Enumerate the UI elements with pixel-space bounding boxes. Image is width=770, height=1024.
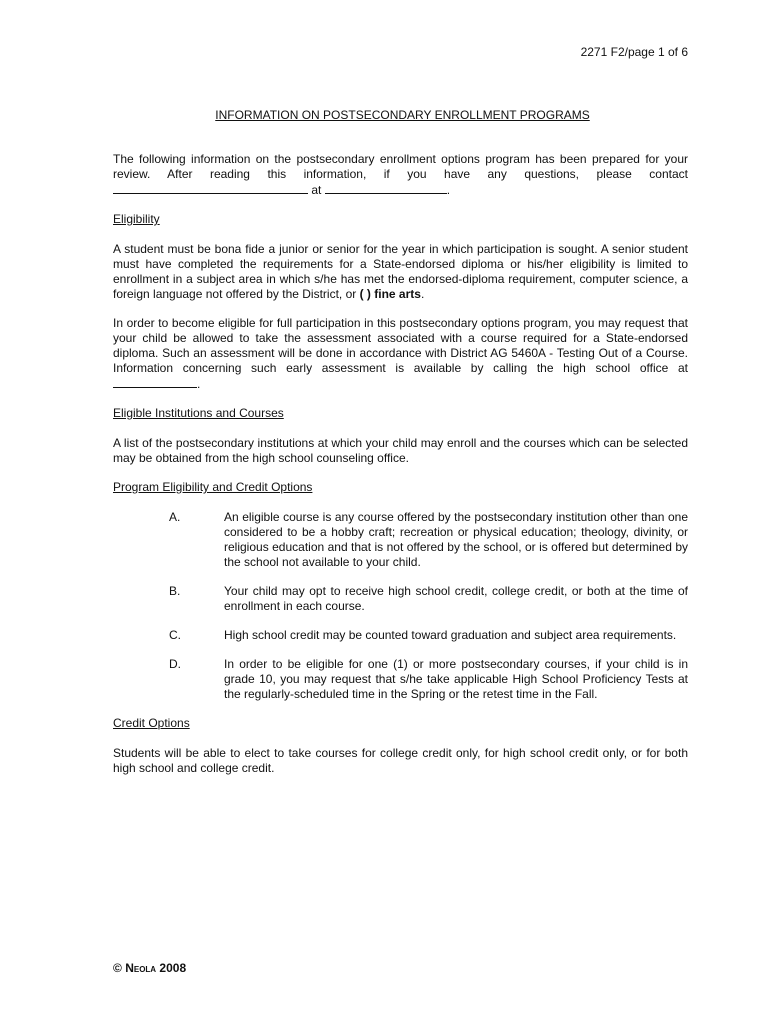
intro-paragraph: The following information on the postsecondary enrollment options program has been prepared for your review. After reading this information, if you have any questions, please contact at . <box>113 152 688 197</box>
list-item <box>113 657 688 702</box>
list-item <box>113 584 688 614</box>
page-number: 2271 F2/page 1 of 6 <box>580 45 688 59</box>
copyright-footer <box>113 961 186 976</box>
list-item-text: An eligible course is any course offered by the postsecondary institution other than one considered to be a hobby craft; recreation or physical education; theology, divinity, or religious education and that is not offered by the school, or is offered but determined by the school not available to your child. <box>224 510 688 569</box>
contact-name-blank <box>113 182 308 194</box>
contact-location-blank <box>325 182 447 194</box>
program-options-list <box>113 510 688 702</box>
eligibility-heading: Eligibility <box>113 212 160 226</box>
list-marker: D. <box>169 657 181 671</box>
office-phone-blank <box>113 376 197 388</box>
eligibility-paragraph-1: A student must be bona fide a junior or senior for the year in which participation is sought. A senior student must have completed the requirements for a State-endorsed diploma or his/her eligibility is limited to enrollment in a subject area in which s/he has met the endorsed-diploma requirement, computer science, a foreign language not offered by the District, or ( ) fine arts. <box>113 242 688 301</box>
fine-arts-option: ( ) fine arts <box>359 287 421 301</box>
list-item-text: Your child may opt to receive high school credit, college credit, or both at the time of enrollment in each course. <box>224 584 688 613</box>
publisher-name: Neola <box>125 961 157 975</box>
credit-options-heading: Credit Options <box>113 716 190 730</box>
copyright-symbol: © <box>113 961 122 975</box>
list-item-text: In order to be eligible for one (1) or more postsecondary courses, if your child is in grade 10, you may request that s/he take applicable High School Proficiency Tests at the regularly-scheduled time in the Spring or the retest time in the Fall. <box>224 657 688 701</box>
list-item <box>113 628 688 643</box>
intro-text: The following information on the postsecondary enrollment options program has been prepared for your review. After reading this information, if you have any questions, please contact <box>113 152 688 181</box>
institutions-heading: Eligible Institutions and Courses <box>113 406 284 420</box>
credit-options-paragraph: Students will be able to elect to take courses for college credit only, for high school credit only, or for both high school and college credit. <box>113 746 688 775</box>
list-marker: B. <box>169 584 181 598</box>
institutions-paragraph: A list of the postsecondary institutions at which your child may enroll and the courses which can be selected may be obtained from the high school counseling office. <box>113 436 688 465</box>
list-item <box>113 510 688 570</box>
copyright-year: 2008 <box>159 961 187 975</box>
intro-at-text: at <box>308 183 325 197</box>
eligibility-paragraph-2: In order to become eligible for full participation in this postsecondary options program, you may request that your child be allowed to take the assessment associated with a course required for a State-endorsed diploma. Such an assessment will be done in accordance with District AG 5460A - Testing Out of a Course. Information concerning such early assessment is available by calling the high school office at . <box>113 316 688 391</box>
document-body <box>113 152 688 790</box>
list-item-text: High school credit may be counted toward graduation and subject area requirements. <box>224 628 677 642</box>
list-marker: A. <box>169 510 181 524</box>
document-title: INFORMATION ON POSTSECONDARY ENROLLMENT PROGRAMS <box>215 108 590 122</box>
program-heading: Program Eligibility and Credit Options <box>113 480 313 494</box>
list-marker: C. <box>169 628 181 642</box>
